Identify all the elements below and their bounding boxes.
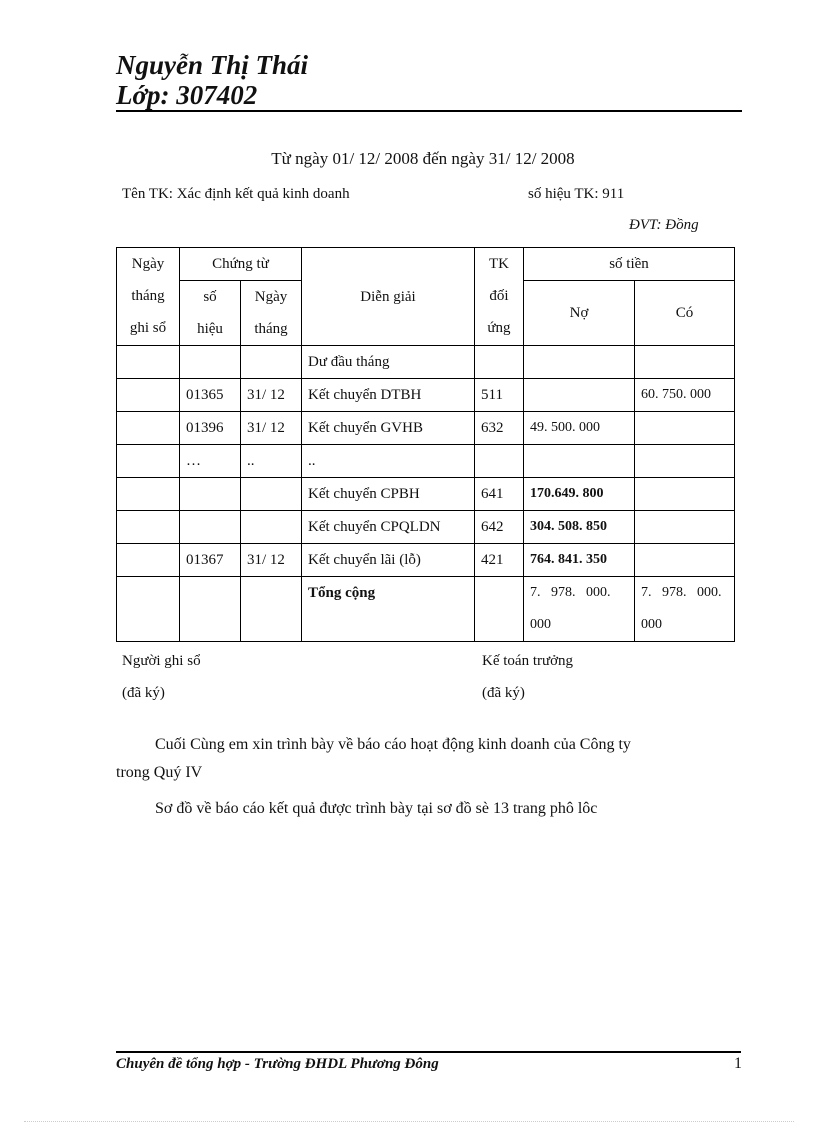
header-account: TK đối ứng [475,248,524,346]
table-row: Kết chuyển CPBH 641 170.649. 800 [117,478,735,511]
closing-paragraph: Cuối Cùng em xin trình bày về báo cáo hoạt động kinh doanh của Công ty trong Quý IV [116,736,631,781]
signature-recorder: Người ghi sổ (đã ký) [122,653,201,701]
header-description: Diễn giải [302,248,475,346]
total-debit: 7. 978. 000. 000 [524,577,635,642]
header-divider [116,110,742,112]
header-voucher-date: Ngày tháng [241,281,302,346]
author-name: Nguyễn Thị Thái [116,50,309,80]
total-credit: 7. 978. 000. 000 [635,577,735,642]
footer-text: Chuyên đề tổng hợp - Trường ĐHDL Phương Đông [116,1056,439,1072]
header-amount: số tiền [524,248,735,281]
header-voucher: Chứng từ [180,248,302,281]
currency-unit: ĐVT: Đồng [629,217,699,233]
page-edge [24,1121,794,1122]
table-row: 01365 31/ 12 Kết chuyển DTBH 511 60. 750. 000 [117,379,735,412]
page-number: 1 [734,1055,742,1072]
footer-divider [116,1051,741,1053]
header-date: Ngày tháng ghi sổ [117,248,180,346]
table-row: 01396 31/ 12 Kết chuyển GVHB 632 49. 500. 000 [117,412,735,445]
table-row: Dư đầu tháng [117,346,735,379]
report-period: Từ ngày 01/ 12/ 2008 đến ngày 31/ 12/ 2008 [271,149,575,168]
header-debit: Nợ [524,281,635,346]
account-number: số hiệu TK: 911 [528,186,625,202]
header-voucher-no: số hiệu [180,281,241,346]
total-label: Tổng cộng [302,577,475,642]
class-label: Lớp: 307402 [116,80,258,110]
total-row [117,577,735,642]
ledger-table [116,247,735,642]
signature-chief-accountant: Kế toán trưởng (đã ký) [482,653,574,701]
account-name: Tên TK: Xác định kết quả kinh doanh [122,186,350,202]
table-row: Kết chuyển CPQLDN 642 304. 508. 850 [117,511,735,544]
diagram-reference: Sơ đồ về báo cáo kết quả được trình bày tại sơ đồ sè 13 trang phô lôc [155,800,598,817]
header-credit: Có [635,281,735,346]
table-row: … .. .. [117,445,735,478]
table-row: 01367 31/ 12 Kết chuyển lãi (lỗ) 421 764. 841. 350 [117,544,735,577]
